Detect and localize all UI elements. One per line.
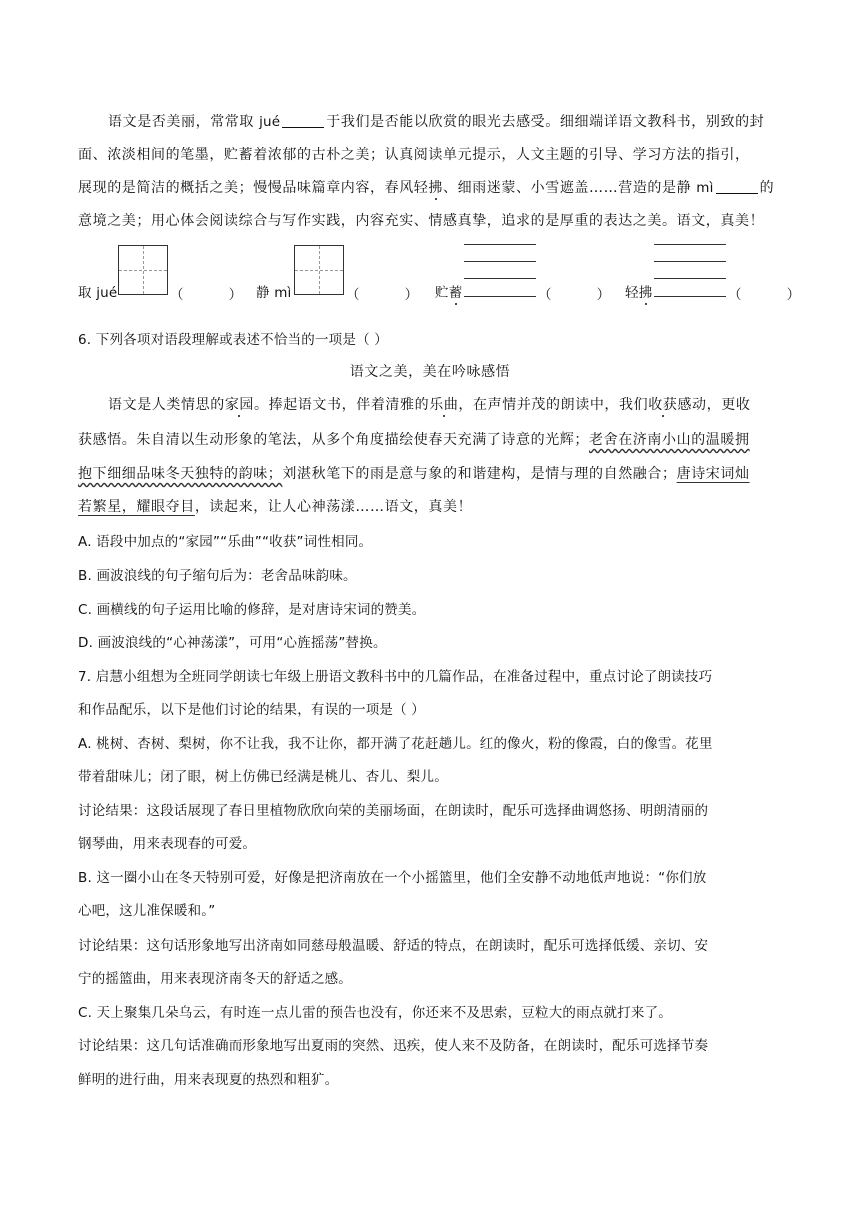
pinyin-mi: mì [696, 180, 714, 196]
answer-paren-4[interactable]: （ ） [728, 287, 801, 303]
q7-option-b-cont: 心吧，这儿准保暖和。” [78, 903, 216, 919]
passage-line-2 [78, 145, 750, 165]
question-7-stem-cont: 和作品配乐，以下是他们讨论的结果，有误的一项是（ ） [78, 702, 425, 718]
passage-text: 的 [759, 180, 775, 196]
underlined-text: 唐诗宋词灿 [676, 466, 750, 482]
q6-para-line-1: 语文是人类情思的家园。捧起语文书，伴着清雅的乐曲，在声情并茂的朗读中，我们收获感动，更收 [108, 397, 751, 413]
dotted-word-yuequ: 乐曲 [429, 397, 459, 413]
dotted-char: 拂 [428, 180, 444, 196]
q6-option-d[interactable]: D. 画波浪线的“心神荡漾”，可用“心旌摇荡”替换。 [78, 635, 387, 651]
fill-label-qingfu: 轻拂 [625, 285, 653, 301]
q7-option-b[interactable]: B. 这一圈小山在冬天特别可爱，好像是把济南放在一个小摇篮里，他们全安静不动地低声地说：“你们放 [78, 870, 707, 886]
q7-option-c-discussion-cont: 鲜明的进行曲，用来表现夏的热烈和粗犷。 [78, 1072, 339, 1088]
question-6-stem: 6. 下列各项对语段理解或表述不恰当的一项是（ ） [78, 332, 388, 348]
blank-jue[interactable] [282, 113, 324, 128]
fill-label-mi: 静 mì [256, 285, 292, 301]
answer-line-2[interactable] [654, 296, 726, 297]
q7-option-c-discussion: 讨论结果：这几句话准确而形象地写出夏雨的突然、迅疾，使人来不及防备，在朗读时，配乐可选择节奏 [78, 1038, 709, 1054]
q7-option-a[interactable]: A. 桃树、杏树、梨树，你不让我，我不让你，都开满了花赶趟儿。红的像火，粉的像霞，白的像雪。花里 [78, 736, 713, 752]
dotted-word-jiayuan: 家园 [224, 397, 255, 413]
blank-mi[interactable] [716, 179, 758, 194]
q7-option-c[interactable]: C. 天上聚集几朵乌云，有时连一点儿雷的预告也没有，你还来不及思索，豆粒大的雨点就打来了。 [78, 1005, 673, 1021]
passage-text: 面、浓淡相间的笔墨，贮蓄着浓郁的古朴之美；认真阅读单元提示，人文主题的引导、学习方法的指引， [78, 147, 750, 163]
wavy-underlined-text: 老舍在济南小山的温暖拥 [589, 432, 750, 448]
q6-passage-title: 语文之美，美在吟咏感悟 [349, 364, 511, 380]
four-line-grid-2 [654, 244, 726, 295]
q6-para-line-3: 抱下细细品味冬天独特的韵味；刘湛秋笔下的雨是意与象的和谐建构，是情与理的自然融合；唐诗宋词灿 [78, 466, 750, 482]
q7-option-b-discussion-cont: 宁的摇篮曲，用来表现济南冬天的舒适之感。 [78, 971, 352, 987]
passage-text: 意境之美；用心体会阅读综合与写作实践，内容充实、情感真挚，追求的是厚重的表达之美。语文，真美！ [78, 213, 765, 229]
passage-text: 于我们是否能以欣赏的眼光去感受。细细端详语文教科书，别致的封 [326, 114, 765, 130]
q6-option-a[interactable]: A. 语段中加点的“家园”“乐曲”“收获”词性相同。 [78, 534, 373, 550]
answer-paren-1[interactable]: （ ） [170, 287, 243, 303]
question-7-stem: 7. 启慧小组想为全班同学朗读七年级上册语文教科书中的几篇作品，在准备过程中，重点讨论了朗读技巧 [78, 669, 713, 685]
pinyin-jue: jué [259, 114, 281, 130]
passage-line-3 [78, 178, 774, 198]
q6-para-line-2: 获感悟。朱自清以生动形象的笔法，从多个角度描绘使春天充满了诗意的光辉；老舍在济南小山的温暖拥 [78, 432, 750, 448]
fill-label-jue: 取 jué [78, 285, 118, 301]
wavy-underlined-text: 抱下细细品味冬天独特的韵味； [78, 466, 283, 482]
q7-option-a-discussion: 讨论结果：这段话展现了春日里植物欣欣向荣的美丽场面，在朗读时，配乐可选择曲调悠扬、明朗清丽的 [78, 803, 709, 819]
four-line-grid-1 [464, 244, 536, 295]
q7-option-a-discussion-cont: 钢琴曲，用来表现春的可爱。 [78, 836, 257, 852]
answer-paren-3[interactable]: （ ） [538, 287, 611, 303]
passage-text: 语文是否美丽，常常取 [108, 114, 260, 130]
q7-option-a-cont: 带着甜味儿；闭了眼，树上仿佛已经满是桃儿、杏儿、梨儿。 [78, 769, 448, 785]
tianzige-box-2[interactable] [294, 245, 344, 295]
passage-line-4 [78, 211, 764, 231]
dotted-word-shouhuo: 收获 [648, 397, 678, 413]
q6-para-line-4: 若繁星，耀眼夺目，读起来，让人心神荡漾……语文，真美！ [78, 499, 473, 515]
fill-label-zhuxu: 贮蓄 [435, 285, 463, 301]
passage-text: 展现的是简洁的概括之美；慢慢品味篇章内容，春风轻 [78, 180, 429, 196]
passage-line-1 [108, 112, 764, 132]
tianzige-box-1[interactable] [118, 245, 168, 295]
q6-option-c[interactable]: C. 画横线的句子运用比喻的修辞，是对唐诗宋词的赞美。 [78, 602, 426, 618]
answer-paren-2[interactable]: （ ） [346, 287, 419, 303]
q7-option-b-discussion: 讨论结果：这句话形象地写出济南如同慈母般温暖、舒适的特点，在朗读时，配乐可选择低缓、亲切、安 [78, 938, 709, 954]
answer-line-1[interactable] [464, 296, 536, 297]
underlined-text: 若繁星，耀眼夺目 [78, 499, 195, 515]
q6-option-b[interactable]: B. 画波浪线的句子缩句后为：老舍品味韵味。 [78, 568, 357, 584]
passage-text: 、细雨迷蒙、小雪遮盖……营造的是静 [443, 180, 697, 196]
